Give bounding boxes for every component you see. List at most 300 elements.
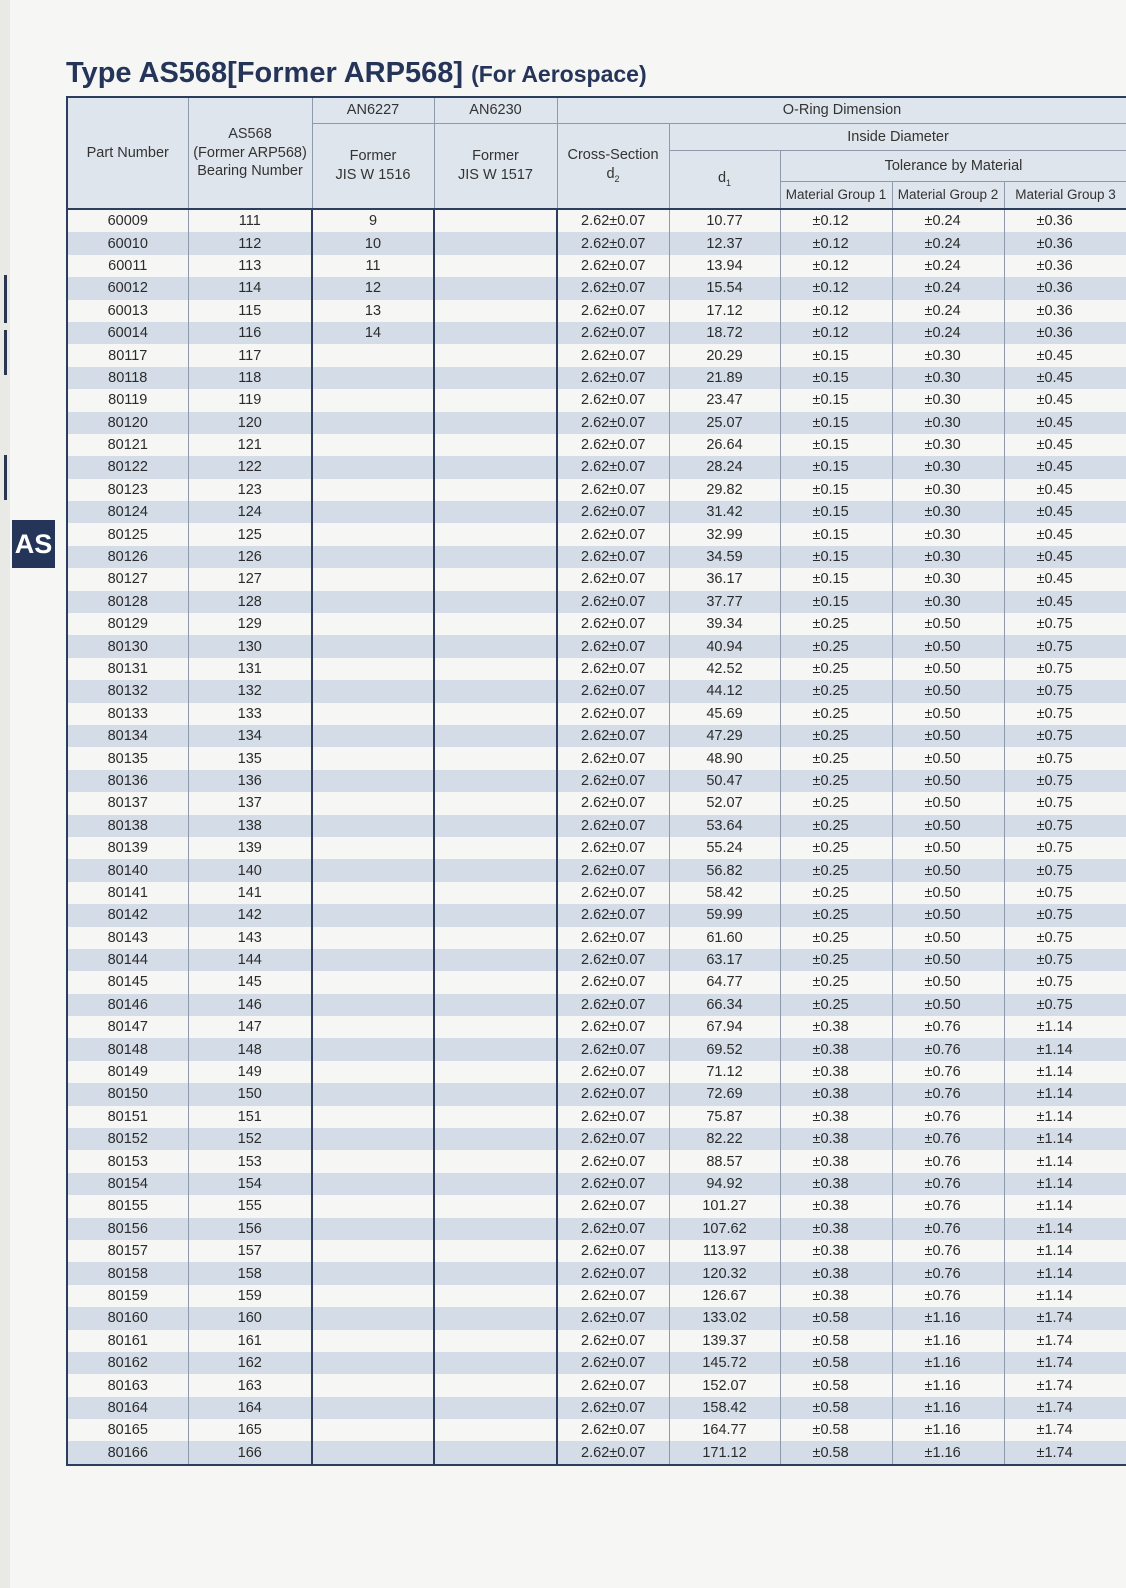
cell-as568: 116 <box>188 322 312 344</box>
cell-former-1517 <box>434 1307 557 1329</box>
cell-cross-section: 2.62±0.07 <box>557 1218 669 1240</box>
table-row <box>67 1195 1126 1217</box>
cell-as568: 144 <box>188 949 312 971</box>
cell-material-group-1: ±0.15 <box>780 389 892 411</box>
cell-cross-section: 2.62±0.07 <box>557 255 669 277</box>
cell-material-group-1: ±0.25 <box>780 770 892 792</box>
cell-material-group-2: ±1.16 <box>892 1330 1004 1352</box>
cell-former-1517 <box>434 1150 557 1172</box>
cell-part-number: 80159 <box>67 1285 188 1307</box>
cell-material-group-1: ±0.15 <box>780 367 892 389</box>
cell-material-group-1: ±0.15 <box>780 456 892 478</box>
cell-part-number: 80144 <box>67 949 188 971</box>
cell-material-group-3: ±0.45 <box>1004 344 1126 366</box>
cell-as568: 145 <box>188 971 312 993</box>
cell-part-number: 80117 <box>67 344 188 366</box>
cell-cross-section: 2.62±0.07 <box>557 412 669 434</box>
cell-material-group-2: ±0.50 <box>892 747 1004 769</box>
cell-material-group-1: ±0.58 <box>780 1352 892 1374</box>
cell-former-1516: 11 <box>312 255 434 277</box>
cell-part-number: 80121 <box>67 434 188 456</box>
cell-material-group-3: ±0.75 <box>1004 859 1126 881</box>
cell-material-group-2: ±0.30 <box>892 456 1004 478</box>
cell-former-1517 <box>434 1083 557 1105</box>
cell-cross-section: 2.62±0.07 <box>557 501 669 523</box>
cell-material-group-2: ±0.76 <box>892 1106 1004 1128</box>
cell-former-1517 <box>434 770 557 792</box>
cell-material-group-2: ±1.16 <box>892 1307 1004 1329</box>
cell-former-1517 <box>434 434 557 456</box>
cell-as568: 134 <box>188 725 312 747</box>
cell-former-1516 <box>312 815 434 837</box>
cell-cross-section: 2.62±0.07 <box>557 479 669 501</box>
cell-cross-section: 2.62±0.07 <box>557 1083 669 1105</box>
cell-material-group-3: ±0.75 <box>1004 815 1126 837</box>
cell-as568: 121 <box>188 434 312 456</box>
table-row <box>67 591 1126 613</box>
table-row <box>67 479 1126 501</box>
cell-material-group-2: ±0.24 <box>892 209 1004 232</box>
cell-d1: 58.42 <box>669 882 780 904</box>
cell-d1: 126.67 <box>669 1285 780 1307</box>
cell-as568: 124 <box>188 501 312 523</box>
cell-as568: 123 <box>188 479 312 501</box>
cell-material-group-3: ±0.45 <box>1004 591 1126 613</box>
cell-former-1517 <box>434 971 557 993</box>
cell-part-number: 80129 <box>67 613 188 635</box>
cell-cross-section: 2.62±0.07 <box>557 859 669 881</box>
cell-former-1516 <box>312 680 434 702</box>
cell-material-group-1: ±0.38 <box>780 1195 892 1217</box>
cell-part-number: 80153 <box>67 1150 188 1172</box>
cell-former-1516 <box>312 1307 434 1329</box>
table-row <box>67 456 1126 478</box>
table-row <box>67 300 1126 322</box>
col-d1: $d_1$ <box>669 151 780 210</box>
cell-material-group-1: ±0.25 <box>780 837 892 859</box>
cell-part-number: 80133 <box>67 703 188 725</box>
cell-material-group-3: ±1.14 <box>1004 1061 1126 1083</box>
cell-former-1516 <box>312 971 434 993</box>
table-row <box>67 1441 1126 1464</box>
cell-material-group-3: ±0.45 <box>1004 479 1126 501</box>
cell-former-1516 <box>312 1106 434 1128</box>
cell-material-group-2: ±0.30 <box>892 344 1004 366</box>
cell-part-number: 80139 <box>67 837 188 859</box>
cell-material-group-2: ±0.30 <box>892 367 1004 389</box>
cell-material-group-2: ±0.50 <box>892 703 1004 725</box>
col-part-number: Part Number <box>67 97 188 209</box>
cell-cross-section: 2.62±0.07 <box>557 1262 669 1284</box>
cell-material-group-1: ±0.25 <box>780 971 892 993</box>
cell-cross-section: 2.62±0.07 <box>557 658 669 680</box>
cell-part-number: 60011 <box>67 255 188 277</box>
cell-cross-section: 2.62±0.07 <box>557 971 669 993</box>
cell-material-group-2: ±1.16 <box>892 1441 1004 1464</box>
cell-as568: 161 <box>188 1330 312 1352</box>
cell-material-group-3: ±0.75 <box>1004 613 1126 635</box>
cell-former-1516 <box>312 635 434 657</box>
col-an6227: AN6227 <box>312 97 434 124</box>
cell-part-number: 80134 <box>67 725 188 747</box>
cell-former-1516 <box>312 859 434 881</box>
cell-part-number: 80146 <box>67 994 188 1016</box>
cell-d1: 44.12 <box>669 680 780 702</box>
cell-former-1516 <box>312 792 434 814</box>
table-row <box>67 1150 1126 1172</box>
cell-cross-section: 2.62±0.07 <box>557 232 669 254</box>
cell-material-group-3: ±1.74 <box>1004 1419 1126 1441</box>
col-inside-diameter: Inside Diameter <box>669 124 1126 151</box>
cell-former-1516 <box>312 546 434 568</box>
cell-as568: 118 <box>188 367 312 389</box>
cell-part-number: 80123 <box>67 479 188 501</box>
cell-former-1516: 14 <box>312 322 434 344</box>
cell-cross-section: 2.62±0.07 <box>557 927 669 949</box>
cell-material-group-3: ±1.14 <box>1004 1240 1126 1262</box>
cell-part-number: 80141 <box>67 882 188 904</box>
cell-material-group-2: ±0.30 <box>892 412 1004 434</box>
cell-part-number: 60013 <box>67 300 188 322</box>
cell-former-1517 <box>434 277 557 299</box>
cell-material-group-3: ±0.36 <box>1004 209 1126 232</box>
table-row <box>67 1128 1126 1150</box>
cell-former-1517 <box>434 456 557 478</box>
table-row <box>67 725 1126 747</box>
cell-former-1516 <box>312 1441 434 1464</box>
cell-material-group-3: ±0.75 <box>1004 747 1126 769</box>
cell-material-group-2: ±0.76 <box>892 1285 1004 1307</box>
cell-cross-section: 2.62±0.07 <box>557 568 669 590</box>
cell-part-number: 60014 <box>67 322 188 344</box>
cell-material-group-2: ±1.16 <box>892 1397 1004 1419</box>
cell-as568: 163 <box>188 1374 312 1396</box>
cell-part-number: 80135 <box>67 747 188 769</box>
table-row <box>67 1307 1126 1329</box>
cell-d1: 47.29 <box>669 725 780 747</box>
cell-as568: 129 <box>188 613 312 635</box>
cell-material-group-2: ±0.50 <box>892 792 1004 814</box>
col-material-group-3: Material Group 3 <box>1004 182 1126 210</box>
cell-d1: 107.62 <box>669 1218 780 1240</box>
cell-former-1516 <box>312 1240 434 1262</box>
table-row <box>67 255 1126 277</box>
cell-cross-section: 2.62±0.07 <box>557 1441 669 1464</box>
cell-cross-section: 2.62±0.07 <box>557 1307 669 1329</box>
cell-as568: 139 <box>188 837 312 859</box>
cell-material-group-2: ±1.16 <box>892 1419 1004 1441</box>
cell-as568: 151 <box>188 1106 312 1128</box>
table-row <box>67 412 1126 434</box>
cell-material-group-1: ±0.25 <box>780 949 892 971</box>
cell-cross-section: 2.62±0.07 <box>557 1061 669 1083</box>
cell-part-number: 80161 <box>67 1330 188 1352</box>
cell-material-group-3: ±0.75 <box>1004 949 1126 971</box>
cell-material-group-2: ±1.16 <box>892 1374 1004 1396</box>
table-row <box>67 344 1126 366</box>
cell-material-group-1: ±0.25 <box>780 680 892 702</box>
cell-material-group-2: ±1.16 <box>892 1352 1004 1374</box>
cell-former-1517 <box>434 882 557 904</box>
table-row <box>67 1330 1126 1352</box>
cell-material-group-3: ±0.75 <box>1004 837 1126 859</box>
cell-d1: 72.69 <box>669 1083 780 1105</box>
table-row <box>67 1106 1126 1128</box>
cell-cross-section: 2.62±0.07 <box>557 613 669 635</box>
cell-d1: 23.47 <box>669 389 780 411</box>
cell-part-number: 80143 <box>67 927 188 949</box>
table-row <box>67 971 1126 993</box>
cell-part-number: 60012 <box>67 277 188 299</box>
cell-material-group-1: ±0.38 <box>780 1016 892 1038</box>
cell-former-1517 <box>434 209 557 232</box>
cell-part-number: 80155 <box>67 1195 188 1217</box>
cell-former-1516 <box>312 949 434 971</box>
cell-d1: 88.57 <box>669 1150 780 1172</box>
cell-cross-section: 2.62±0.07 <box>557 277 669 299</box>
cell-cross-section: 2.62±0.07 <box>557 1330 669 1352</box>
cell-cross-section: 2.62±0.07 <box>557 815 669 837</box>
cell-cross-section: 2.62±0.07 <box>557 949 669 971</box>
cell-material-group-3: ±0.75 <box>1004 658 1126 680</box>
cell-material-group-1: ±0.38 <box>780 1061 892 1083</box>
cell-material-group-1: ±0.38 <box>780 1083 892 1105</box>
col-former-1517: Former JIS W 1517 <box>434 124 557 210</box>
cell-material-group-3: ±1.14 <box>1004 1195 1126 1217</box>
cell-cross-section: 2.62±0.07 <box>557 523 669 545</box>
cell-d1: 13.94 <box>669 255 780 277</box>
cell-d1: 18.72 <box>669 322 780 344</box>
cell-material-group-2: ±0.50 <box>892 971 1004 993</box>
cell-cross-section: 2.62±0.07 <box>557 837 669 859</box>
cell-material-group-1: ±0.12 <box>780 322 892 344</box>
cell-material-group-2: ±0.50 <box>892 927 1004 949</box>
cell-material-group-2: ±0.50 <box>892 725 1004 747</box>
cell-as568: 142 <box>188 904 312 926</box>
cell-material-group-1: ±0.15 <box>780 568 892 590</box>
col-as568: AS568 (Former ARP568) Bearing Number <box>188 97 312 209</box>
cell-former-1517 <box>434 1128 557 1150</box>
cell-part-number: 80131 <box>67 658 188 680</box>
cell-material-group-1: ±0.12 <box>780 255 892 277</box>
table-row <box>67 523 1126 545</box>
cell-part-number: 80148 <box>67 1038 188 1060</box>
cell-d1: 52.07 <box>669 792 780 814</box>
cell-part-number: 80136 <box>67 770 188 792</box>
col-an6230: AN6230 <box>434 97 557 124</box>
cell-material-group-3: ±0.45 <box>1004 434 1126 456</box>
page-title <box>66 57 647 90</box>
table-row <box>67 1352 1126 1374</box>
cell-material-group-1: ±0.15 <box>780 523 892 545</box>
cell-former-1516 <box>312 412 434 434</box>
cell-material-group-3: ±1.14 <box>1004 1038 1126 1060</box>
table-row <box>67 1419 1126 1441</box>
cell-former-1517 <box>434 725 557 747</box>
table-row <box>67 815 1126 837</box>
cell-material-group-2: ±0.50 <box>892 658 1004 680</box>
table-row <box>67 1240 1126 1262</box>
cell-material-group-3: ±0.45 <box>1004 568 1126 590</box>
cell-part-number: 80145 <box>67 971 188 993</box>
cell-part-number: 80165 <box>67 1419 188 1441</box>
cell-material-group-3: ±0.45 <box>1004 456 1126 478</box>
table-row <box>67 837 1126 859</box>
cell-as568: 160 <box>188 1307 312 1329</box>
side-marker <box>4 275 7 323</box>
cell-part-number: 60009 <box>67 209 188 232</box>
cell-material-group-2: ±0.50 <box>892 815 1004 837</box>
cell-former-1516 <box>312 1397 434 1419</box>
cell-material-group-1: ±0.38 <box>780 1262 892 1284</box>
cell-former-1517 <box>434 367 557 389</box>
cell-d1: 113.97 <box>669 1240 780 1262</box>
cross-section-symbol: $d_2$ <box>606 166 620 185</box>
cell-former-1516 <box>312 479 434 501</box>
cell-part-number: 80137 <box>67 792 188 814</box>
cell-material-group-2: ±0.76 <box>892 1218 1004 1240</box>
cell-material-group-2: ±0.24 <box>892 300 1004 322</box>
cell-former-1516 <box>312 1083 434 1105</box>
cell-material-group-3: ±1.14 <box>1004 1173 1126 1195</box>
cell-cross-section: 2.62±0.07 <box>557 994 669 1016</box>
cell-former-1517 <box>434 255 557 277</box>
cell-former-1516 <box>312 1374 434 1396</box>
cell-cross-section: 2.62±0.07 <box>557 322 669 344</box>
cell-as568: 165 <box>188 1419 312 1441</box>
cell-material-group-3: ±1.14 <box>1004 1150 1126 1172</box>
table-row <box>67 434 1126 456</box>
cell-material-group-3: ±1.14 <box>1004 1016 1126 1038</box>
cell-material-group-3: ±0.45 <box>1004 412 1126 434</box>
cell-former-1516 <box>312 434 434 456</box>
cell-material-group-1: ±0.38 <box>780 1285 892 1307</box>
cell-as568: 141 <box>188 882 312 904</box>
cell-material-group-3: ±0.36 <box>1004 232 1126 254</box>
cell-cross-section: 2.62±0.07 <box>557 725 669 747</box>
cell-material-group-2: ±0.30 <box>892 523 1004 545</box>
cell-former-1517 <box>434 927 557 949</box>
cell-material-group-2: ±0.30 <box>892 501 1004 523</box>
cell-as568: 158 <box>188 1262 312 1284</box>
cross-section-label: Cross-Section <box>567 147 659 164</box>
cell-former-1517 <box>434 1262 557 1284</box>
cell-material-group-3: ±0.36 <box>1004 255 1126 277</box>
cell-former-1517 <box>434 232 557 254</box>
cell-material-group-1: ±0.38 <box>780 1150 892 1172</box>
table-row <box>67 367 1126 389</box>
cell-former-1516 <box>312 1173 434 1195</box>
cell-part-number: 80118 <box>67 367 188 389</box>
page-edge <box>0 0 10 1588</box>
cell-material-group-3: ±0.36 <box>1004 300 1126 322</box>
cell-d1: 37.77 <box>669 591 780 613</box>
cell-as568: 128 <box>188 591 312 613</box>
cell-material-group-1: ±0.25 <box>780 882 892 904</box>
cell-material-group-3: ±1.74 <box>1004 1330 1126 1352</box>
cell-d1: 32.99 <box>669 523 780 545</box>
cell-former-1517 <box>434 1016 557 1038</box>
cell-as568: 115 <box>188 300 312 322</box>
cell-material-group-1: ±0.25 <box>780 635 892 657</box>
cell-material-group-3: ±0.75 <box>1004 725 1126 747</box>
cell-former-1517 <box>434 1419 557 1441</box>
cell-material-group-2: ±0.76 <box>892 1128 1004 1150</box>
cell-part-number: 80119 <box>67 389 188 411</box>
table-row <box>67 1218 1126 1240</box>
table-row <box>67 658 1126 680</box>
cell-d1: 10.77 <box>669 209 780 232</box>
side-marker <box>4 455 7 500</box>
cell-part-number: 80150 <box>67 1083 188 1105</box>
cell-material-group-1: ±0.15 <box>780 546 892 568</box>
cell-d1: 26.64 <box>669 434 780 456</box>
cell-part-number: 80140 <box>67 859 188 881</box>
cell-former-1516 <box>312 927 434 949</box>
cell-material-group-2: ±0.30 <box>892 568 1004 590</box>
cell-part-number: 80157 <box>67 1240 188 1262</box>
cell-as568: 120 <box>188 412 312 434</box>
table-row <box>67 927 1126 949</box>
cell-material-group-1: ±0.25 <box>780 613 892 635</box>
cell-former-1516 <box>312 1150 434 1172</box>
cell-former-1517 <box>434 1218 557 1240</box>
cell-former-1516 <box>312 613 434 635</box>
cell-former-1517 <box>434 1038 557 1060</box>
cell-part-number: 80142 <box>67 904 188 926</box>
cell-d1: 31.42 <box>669 501 780 523</box>
table-row <box>67 209 1126 232</box>
title-main: Type AS568[Former ARP568] <box>66 57 464 89</box>
cell-former-1517 <box>434 658 557 680</box>
cell-former-1516: 10 <box>312 232 434 254</box>
cell-d1: 15.54 <box>669 277 780 299</box>
cell-part-number: 80138 <box>67 815 188 837</box>
cell-former-1517 <box>434 546 557 568</box>
cell-former-1517 <box>434 322 557 344</box>
table-row <box>67 1083 1126 1105</box>
cell-former-1516: 13 <box>312 300 434 322</box>
table-row <box>67 1061 1126 1083</box>
cell-as568: 143 <box>188 927 312 949</box>
title-sub: (For Aerospace) <box>471 61 647 87</box>
cell-former-1517 <box>434 591 557 613</box>
cell-material-group-1: ±0.25 <box>780 658 892 680</box>
cell-as568: 156 <box>188 1218 312 1240</box>
cell-former-1516 <box>312 904 434 926</box>
table-row <box>67 1173 1126 1195</box>
cell-cross-section: 2.62±0.07 <box>557 770 669 792</box>
cell-material-group-2: ±0.50 <box>892 994 1004 1016</box>
cell-d1: 42.52 <box>669 658 780 680</box>
cell-cross-section: 2.62±0.07 <box>557 546 669 568</box>
cell-as568: 140 <box>188 859 312 881</box>
cell-part-number: 80164 <box>67 1397 188 1419</box>
cell-material-group-1: ±0.58 <box>780 1441 892 1464</box>
cell-former-1517 <box>434 568 557 590</box>
cell-as568: 132 <box>188 680 312 702</box>
cell-d1: 29.82 <box>669 479 780 501</box>
cell-cross-section: 2.62±0.07 <box>557 1352 669 1374</box>
cell-material-group-2: ±0.30 <box>892 434 1004 456</box>
cell-d1: 133.02 <box>669 1307 780 1329</box>
cell-former-1516 <box>312 1016 434 1038</box>
cell-former-1517 <box>434 1106 557 1128</box>
cell-cross-section: 2.62±0.07 <box>557 1285 669 1307</box>
cell-material-group-3: ±0.75 <box>1004 971 1126 993</box>
cell-as568: 148 <box>188 1038 312 1060</box>
cell-material-group-3: ±0.36 <box>1004 277 1126 299</box>
